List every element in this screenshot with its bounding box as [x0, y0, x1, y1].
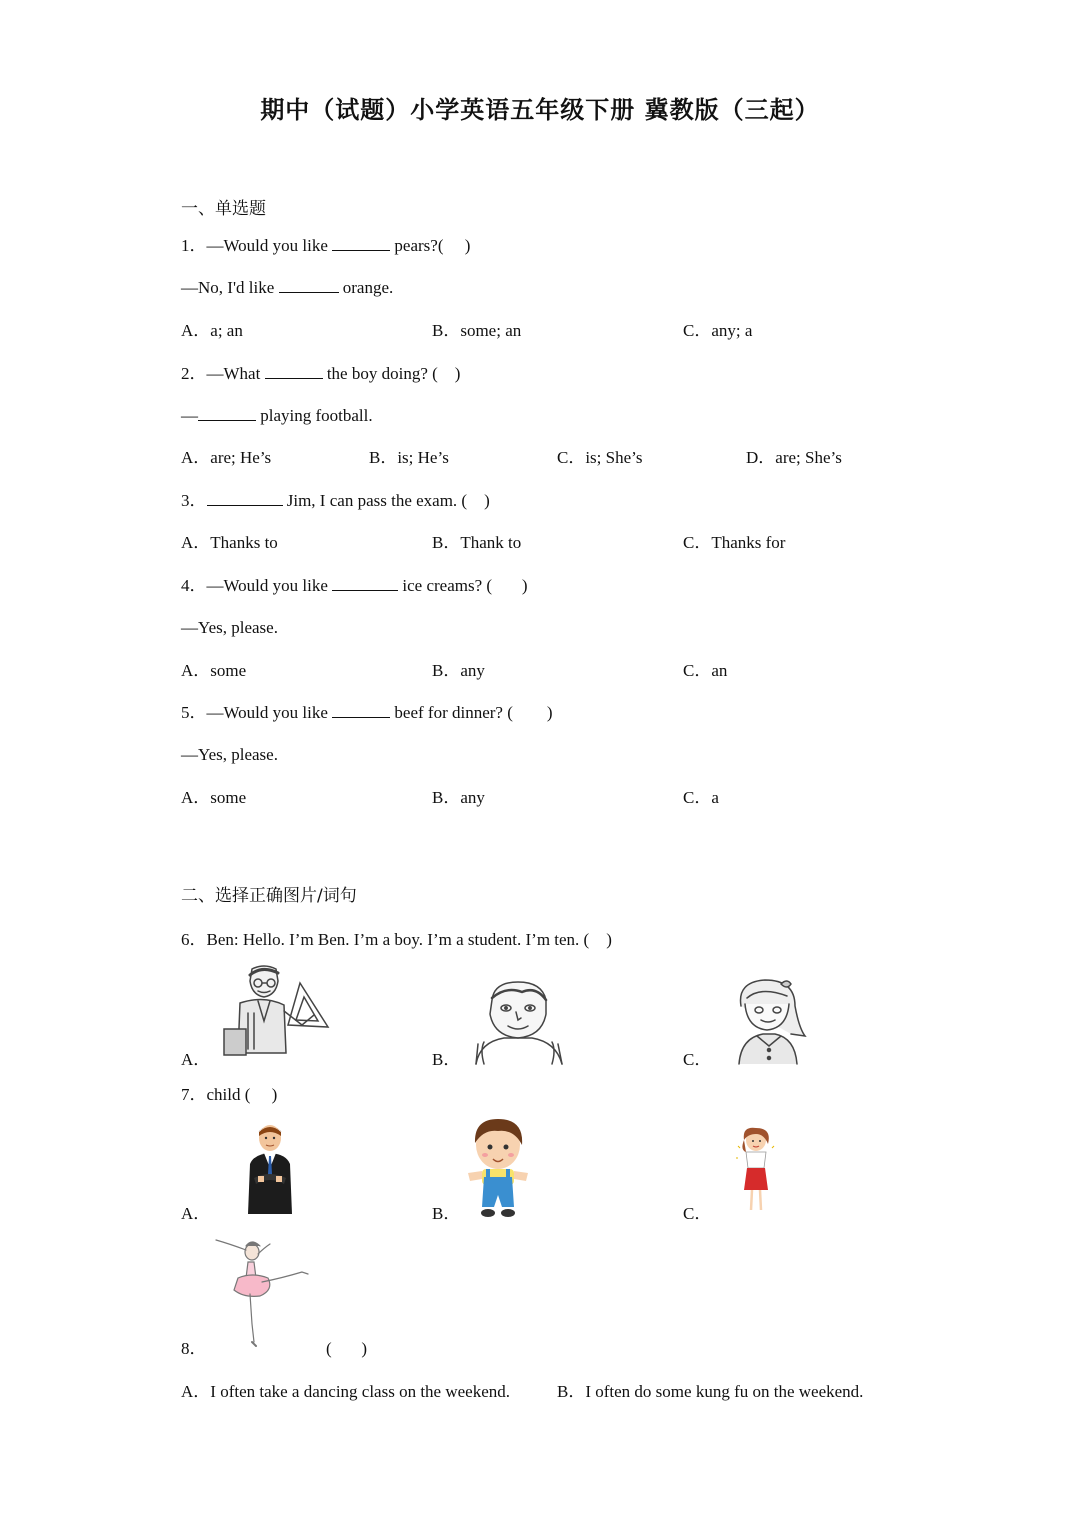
q2-option-a[interactable]: A．are; He’s [181, 448, 272, 467]
question-5-reply: —Yes, please. [181, 745, 278, 764]
q1-option-c[interactable]: C．any; a [683, 321, 753, 340]
q4-option-a[interactable]: A．some [181, 661, 247, 680]
q6-label-b: B． [432, 1050, 461, 1069]
reply-text: orange. [338, 278, 394, 297]
section-heading-1: 一、单选题 [181, 199, 266, 219]
question-4 [181, 574, 527, 598]
question-1 [181, 234, 470, 258]
q4-option-b[interactable]: B．any [432, 661, 485, 680]
question-4-reply: —Yes, please. [181, 618, 278, 637]
answer-blank [198, 404, 256, 421]
question-text: —Would you like [206, 703, 333, 722]
q2-option-c[interactable]: C．is; She’s [557, 448, 643, 467]
q7-label-a: A． [181, 1204, 211, 1223]
answer-blank [279, 276, 339, 293]
q2-option-d[interactable]: D．are; She’s [746, 448, 842, 467]
question-2-reply [181, 404, 373, 428]
q3-option-c[interactable]: C．Thanks for [683, 533, 786, 552]
question-5 [181, 701, 553, 725]
question-number: 5． [181, 703, 207, 722]
q1-option-b[interactable]: B．some; an [432, 321, 522, 340]
answer-blank [332, 234, 390, 251]
girl-image[interactable] [725, 976, 809, 1066]
question-text: pears?( ) [390, 236, 471, 255]
q5-option-a[interactable]: A．some [181, 788, 247, 807]
question-number: 4． [181, 576, 207, 595]
boy-student-image[interactable] [466, 978, 570, 1066]
question-text: beef for dinner? ( ) [390, 703, 553, 722]
question-text: ice creams? ( ) [398, 576, 528, 595]
answer-blank [207, 489, 283, 506]
question-number: 1． [181, 236, 207, 255]
q6-label-a: A． [181, 1050, 211, 1069]
man-in-suit-image[interactable] [244, 1118, 296, 1218]
woman-image[interactable] [734, 1126, 778, 1218]
page-title: 期中（试题）小学英语五年级下册 冀教版（三起） [260, 96, 820, 124]
question-7: 7．child ( ) [181, 1085, 278, 1104]
question-text: Jim, I can pass the exam. ( ) [282, 491, 490, 510]
question-2 [181, 362, 460, 386]
reply-text: — [181, 406, 198, 425]
reply-text: —No, I'd like [181, 278, 279, 297]
q3-option-b[interactable]: B．Thank to [432, 533, 522, 552]
question-text: the boy doing? ( ) [322, 364, 461, 383]
question-text: —Would you like [206, 236, 333, 255]
answer-blank [265, 362, 323, 379]
q5-option-c[interactable]: C．a [683, 788, 719, 807]
q7-label-b: B． [432, 1204, 461, 1223]
question-8-number: 8． [181, 1339, 207, 1358]
question-3 [181, 489, 490, 513]
q4-option-c[interactable]: C．an [683, 661, 728, 680]
question-number: 2． [181, 364, 207, 383]
question-1-reply [181, 276, 393, 300]
q8-option-a[interactable]: A．I often take a dancing class on the weekend. [181, 1382, 511, 1401]
q7-label-c: C． [683, 1204, 712, 1223]
reply-text: playing football. [256, 406, 373, 425]
teacher-man-image[interactable] [218, 963, 332, 1059]
q3-option-a[interactable]: A．Thanks to [181, 533, 278, 552]
section-heading-2: 二、选择正确图片/词句 [181, 886, 357, 906]
answer-blank [332, 701, 390, 718]
q8-option-b[interactable]: B．I often do some kung fu on the weekend. [557, 1382, 864, 1401]
q2-option-b[interactable]: B．is; He’s [369, 448, 449, 467]
child-boy-image[interactable] [462, 1115, 534, 1223]
answer-blank [332, 574, 398, 591]
question-text: —What [206, 364, 265, 383]
ballerina-image [206, 1238, 316, 1350]
question-6: 6．Ben: Hello. I’m Ben. I’m a boy. I’m a student. I’m ten. ( ) [181, 930, 612, 949]
q1-option-a[interactable]: A．a; an [181, 321, 243, 340]
question-number: 3． [181, 491, 207, 510]
q5-option-b[interactable]: B．any [432, 788, 485, 807]
question-8-paren: ( ) [326, 1339, 368, 1358]
q6-label-c: C． [683, 1050, 712, 1069]
question-text: —Would you like [206, 576, 333, 595]
